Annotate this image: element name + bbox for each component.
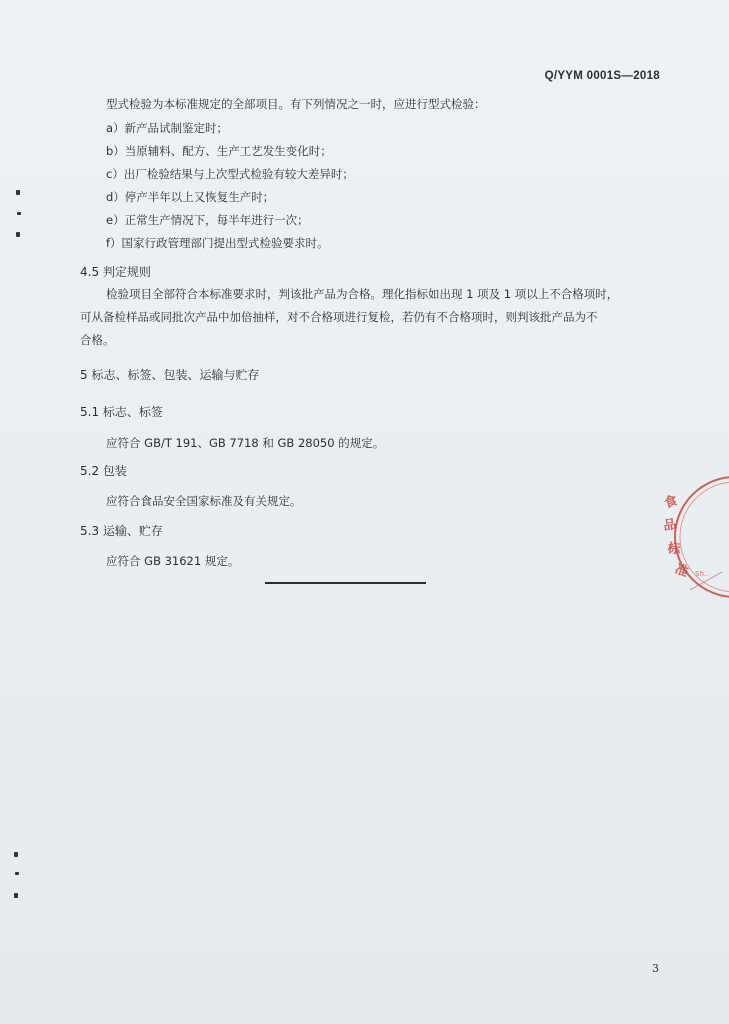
svg-text:食: 食 — [662, 493, 680, 512]
section-5-1-text: 应符合 GB/T 191、GB 7718 和 GB 28050 的规定。 — [106, 436, 385, 450]
document-number: Q/YYM 0001S—2018 — [544, 70, 660, 82]
svg-text:准: 准 — [672, 561, 691, 581]
scan-mark — [15, 872, 19, 875]
scan-mark — [14, 893, 18, 898]
list-item-c: c）出厂检验结果与上次型式检验有较大差异时； — [106, 167, 354, 181]
scan-mark — [17, 212, 21, 215]
section-5-1-heading: 5.1 标志、标签 — [80, 405, 163, 419]
svg-text:品: 品 — [662, 517, 678, 534]
section-4-5-para-line-1: 检验项目全部符合本标准要求时，判该批产品为合格。理化指标如出现 1 项及 1 项以上不合格项时， — [106, 287, 619, 301]
list-item-d: d）停产半年以上又恢复生产时； — [106, 190, 275, 204]
scan-mark — [14, 852, 18, 857]
scan-mark — [16, 190, 20, 195]
section-5-3-heading: 5.3 运输、贮存 — [80, 524, 163, 538]
list-item-a: a）新产品试制鉴定时； — [106, 121, 229, 135]
scan-mark — [16, 232, 20, 237]
section-4-5-para-line-3: 合格。 — [80, 333, 115, 347]
page-number: 3 — [652, 962, 659, 975]
section-5-2-text: 应符合食品安全国家标准及有关规定。 — [106, 494, 302, 508]
section-4-5-heading: 4.5 判定规则 — [80, 265, 151, 279]
list-item-e: e）正常生产情况下，每半年进行一次； — [106, 213, 309, 227]
red-seal-stamp — [650, 472, 729, 602]
section-4-4-intro: 型式检验为本标准规定的全部项目。有下列情况之一时，应进行型式检验： — [106, 97, 486, 111]
section-5-heading: 5 标志、标签、包装、运输与贮存 — [80, 368, 260, 382]
section-5-3-text: 应符合 GB 31621 规定。 — [106, 554, 240, 568]
section-5-2-heading: 5.2 包装 — [80, 464, 127, 478]
list-item-f: f）国家行政管理部门提出型式检验要求时。 — [106, 236, 329, 250]
list-item-b: b）当原辅料、配方、生产工艺发生变化时； — [106, 144, 332, 158]
svg-text:标: 标 — [666, 541, 682, 558]
svg-text:Sh..: Sh.. — [695, 570, 709, 578]
section-4-5-para-line-2: 可从备检样品或同批次产品中加倍抽样，对不合格项进行复检，若仍有不合格项时，则判该批产品为不 — [80, 310, 598, 324]
end-divider — [265, 582, 426, 584]
